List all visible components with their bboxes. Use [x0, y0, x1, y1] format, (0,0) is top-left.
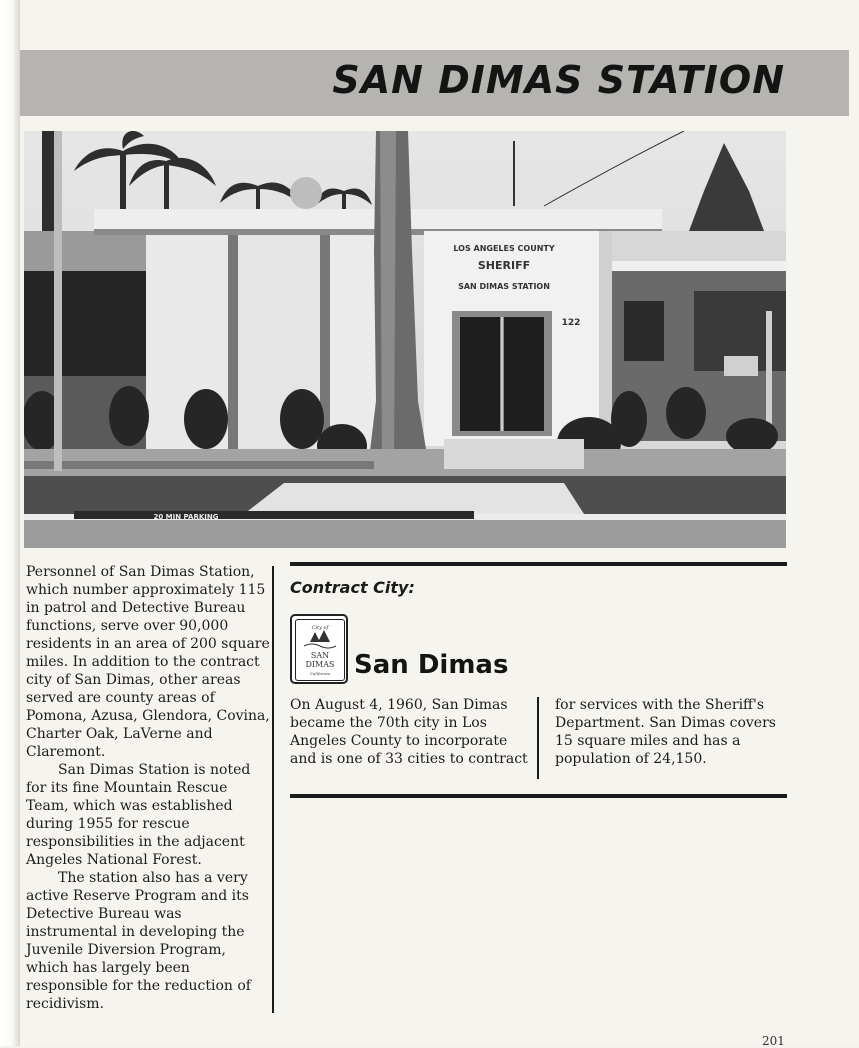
contract-text-2: for services with the Sheriff's Department. San Dimas covers 15 square miles and has a population of 24,150. [555, 697, 776, 767]
contract-text-col-2 [555, 696, 790, 768]
contract-text-1: On August 4, 1960, San Dimas became the 70th city in Los Angeles County to incorporate and is one of 33 cities to contract [290, 697, 528, 767]
contract-column-divider [537, 697, 539, 779]
city-name: San Dimas [354, 650, 509, 680]
contract-text-col-1 [290, 696, 530, 768]
building-number: 122 [561, 318, 581, 328]
column-divider [272, 566, 274, 1013]
seal-line-2: DIMAS [305, 660, 335, 669]
page-number: 201 [762, 1034, 785, 1048]
section-rule-bottom [290, 794, 787, 798]
section-rule-top [290, 562, 787, 566]
seal-line-1: SAN [310, 651, 330, 660]
seal-top-text: City of [311, 625, 329, 631]
paragraph-2: San Dimas Station is noted for its fine Mountain Rescue Team, which was established during 1955 for rescue responsibilities in the adjacent Angeles National Forest. [26, 762, 251, 868]
station-photo [24, 131, 786, 548]
seal-graphic [296, 620, 344, 680]
page-title: SAN DIMAS STATION [332, 58, 785, 102]
contract-city-label: Contract City: [290, 578, 415, 597]
title-band [20, 50, 849, 116]
paragraph-1: Personnel of San Dimas Station, which number approximately 115 in patrol and Detective Bureau functions, serve over 90,000 residents in an area of 200 square miles. In addition to the contract city of San Dimas, other areas served are county areas of Pomona, Azusa, Glendora, Covina, Charter Oak, LaVerne and Claremont. [26, 564, 270, 760]
sign-line-2: SHERIFF [477, 259, 531, 272]
paragraph-3: The station also has a very active Reserve Program and its Detective Bureau was instrumental in developing the Juvenile Diversion Program, which has largely been responsible for the reduction of recidivism. [26, 870, 251, 1012]
seal-bottom-text: California [309, 671, 331, 676]
city-seal [290, 614, 348, 684]
sign-line-1: LOS ANGELES COUNTY [453, 244, 555, 253]
scan-edge [0, 0, 20, 1046]
station-description [26, 563, 271, 1013]
curb-text: 20 MIN PARKING [153, 513, 219, 521]
sign-line-3: SAN DIMAS STATION [458, 282, 550, 291]
seal-frame [295, 619, 345, 681]
